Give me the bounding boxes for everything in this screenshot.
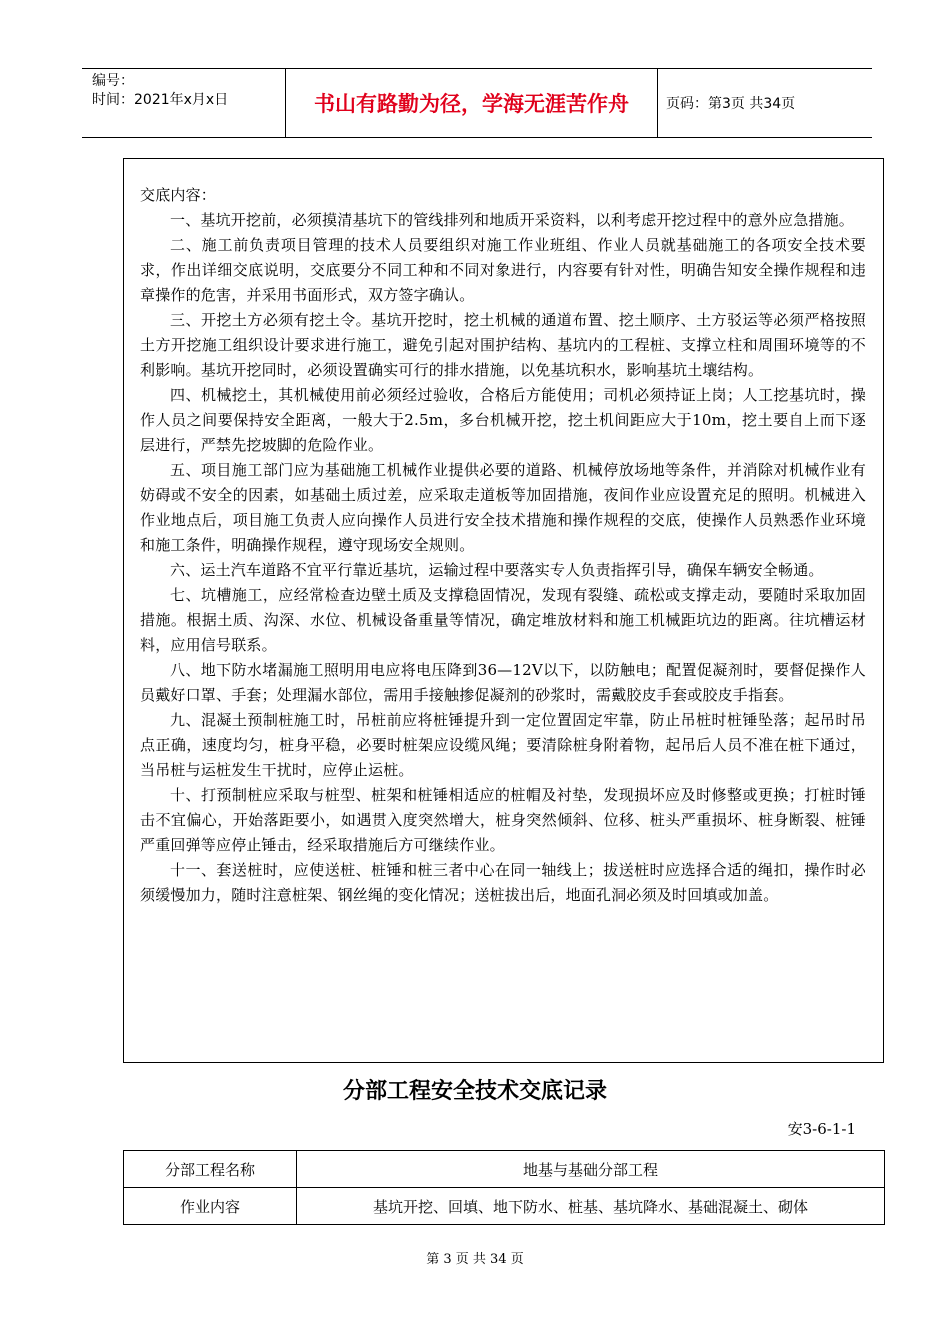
paragraph: 一、基坑开挖前，必须摸清基坑下的管线排列和地质开采资料，以利考虑开挖过程中的意外应急措施。	[170, 211, 855, 229]
paragraph: 五、项目施工部门应为基础施工机械作业提供必要的道路、机械停放场地等条件，并消除对机械作业有妨碍或不安全的因素，如基础土质过差，应采取走道板等加固措施，夜间作业应设置充足的照明。机械进入作业地点后，项目施工负责人应向操作人员进行安全技术措施和操作规程的交底，使操作人员熟悉作业环境和施工条件，明确操作规程，遵守现场安全规则。	[140, 461, 866, 554]
paragraph: 十一、套送桩时，应使送桩、桩锤和桩三者中心在同一轴线上；拔送桩时应选择合适的绳扣，操作时必须缓慢加力，随时注意桩架、钢丝绳的变化情况；送桩拔出后，地面孔洞必须及时回填或加盖。	[140, 861, 866, 904]
paragraph: 九、混凝土预制桩施工时，吊桩前应将桩锤提升到一定位置固定牢靠，防止吊桩时桩锤坠落；起吊时吊点正确，速度均匀，桩身平稳，必要时桩架应设缆风绳；要清除桩身附着物，起吊后人员不准在桩下通过，当吊桩与运桩发生干扰时，应停止运桩。	[140, 711, 866, 779]
record-code: 安3-6-1-1	[787, 1120, 856, 1138]
document-date: 时间：2021年x月x日	[92, 92, 229, 108]
paragraph: 六、运土汽车道路不宜平行靠近基坑，运输过程中要落实专人负责指挥引导，确保车辆安全畅通。	[170, 561, 824, 579]
table-row	[124, 1188, 885, 1225]
content-intro: 交底内容：	[140, 186, 217, 204]
table-row	[124, 1151, 885, 1188]
header-motto: 书山有路勤为径，学海无涯苦作舟	[285, 69, 658, 137]
row-label: 作业内容	[124, 1188, 297, 1225]
row-value: 基坑开挖、回填、地下防水、桩基、基坑降水、基础混凝土、砌体	[297, 1188, 885, 1225]
paragraph: 四、机械挖土，其机械使用前必须经过验收，合格后方能使用；司机必须持证上岗；人工挖基坑时，操作人员之间要保持安全距离，一般大于2.5m，多台机械开挖，挖土机间距应大于10m，挖土要自上而下逐层进行，严禁先挖坡脚的危险作业。	[140, 386, 866, 454]
paragraph: 七、坑槽施工，应经常检查边壁土质及支撑稳固情况，发现有裂缝、疏松或支撑走动，要随时采取加固措施。根据土质、沟深、水位、机械设备重量等情况，确定堆放材料和施工机械距坑边的距离。往坑槽运材料，应用信号联系。	[140, 586, 866, 654]
paragraph: 二、施工前负责项目管理的技术人员要组织对施工作业班组、作业人员就基础施工的各项安全技术要求，作出详细交底说明，交底要分不同工种和不同对象进行，内容要有针对性，明确告知安全操作规程和违章操作的危害，并采用书面形式，双方签字确认。	[140, 236, 866, 304]
row-value: 地基与基础分部工程	[297, 1151, 885, 1188]
document-number: 编号：	[92, 73, 134, 89]
page-header	[82, 68, 872, 138]
row-label: 分部工程名称	[124, 1151, 297, 1188]
paragraph: 三、开挖土方必须有挖土令。基坑开挖时，挖土机械的通道布置、挖土顺序、土方驳运等必须严格按照土方开挖施工组织设计要求进行施工，避免引起对围护结构、基坑内的工程桩、支撑立柱和周围环境等的不利影响。基坑开挖同时，必须设置确实可行的排水措施，以免基坑积水，影响基坑土壤结构。	[140, 311, 866, 379]
disclosure-content-box	[123, 158, 884, 1063]
header-page-info: 页码：第3页 共34页	[666, 96, 796, 112]
page-footer: 第 3 页 共 34 页	[426, 1252, 524, 1267]
record-table	[123, 1150, 885, 1225]
paragraph: 八、地下防水堵漏施工照明用电应将电压降到36—12V以下，以防触电；配置促凝剂时，要督促操作人员戴好口罩、手套；处理漏水部位，需用手接触掺促凝剂的砂浆时，需戴胶皮手套或胶皮手指套。	[140, 661, 866, 704]
disclosure-content	[140, 183, 866, 908]
paragraph: 十、打预制桩应采取与桩型、桩架和桩锤相适应的桩帽及衬垫，发现损坏应及时修整或更换；打桩时锤击不宜偏心，开始落距要小，如遇贯入度突然增大，桩身突然倾斜、位移、桩头严重损坏、桩身断裂、桩锤严重回弹等应停止锤击，经采取措施后方可继续作业。	[140, 786, 866, 854]
record-title: 分部工程安全技术交底记录	[342, 1079, 607, 1104]
header-meta	[82, 69, 284, 140]
